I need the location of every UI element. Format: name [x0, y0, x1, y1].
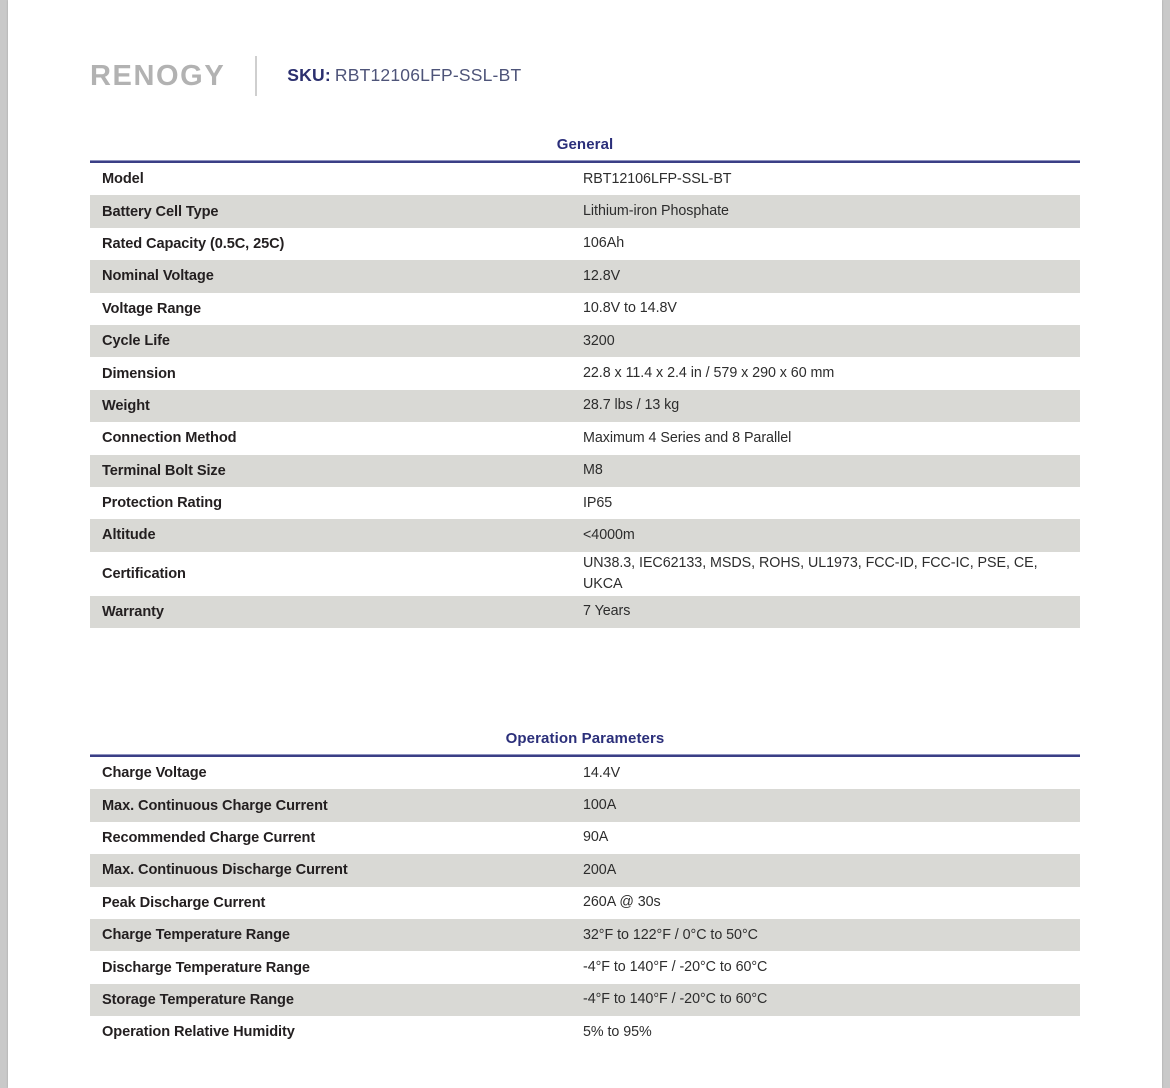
table-row: [90, 789, 1080, 821]
spec-label: Nominal Voltage: [102, 268, 214, 285]
spec-value: -4°F to 140°F / -20°C to 60°C: [583, 958, 768, 975]
spec-label: Warranty: [102, 603, 164, 620]
spec-value: 3200: [583, 332, 615, 349]
spec-value: UN38.3, IEC62133, MSDS, ROHS, UL1973, FCC-ID, FCC-IC, PSE, CE, UKCA: [583, 554, 1038, 592]
spec-rows-operation-parameters: [90, 757, 1080, 1049]
document-header: [90, 54, 521, 98]
table-row: [90, 260, 1080, 292]
spec-value: IP65: [583, 494, 613, 511]
table-row: [90, 1016, 1080, 1048]
table-row: [90, 163, 1080, 195]
spec-value: -4°F to 140°F / -20°C to 60°C: [583, 991, 768, 1008]
spec-value: 22.8 x 11.4 x 2.4 in / 579 x 290 x 60 mm: [583, 364, 835, 381]
header-divider: [255, 56, 257, 96]
table-title-general: General: [556, 136, 614, 153]
table-row: [90, 325, 1080, 357]
renogy-logo: RENOGY: [90, 59, 226, 92]
spec-value: 12.8V: [583, 267, 621, 284]
sku-value: RBT12106LFP-SSL-BT: [334, 65, 522, 86]
spec-label: Max. Continuous Discharge Current: [102, 862, 348, 879]
spec-label: Altitude: [102, 527, 156, 544]
table-row: [90, 422, 1080, 454]
table-row: [90, 596, 1080, 628]
spec-value: 260A @ 30s: [583, 894, 661, 911]
spec-label: Operation Relative Humidity: [102, 1024, 295, 1041]
spec-label: Battery Cell Type: [102, 203, 219, 220]
spec-table-operation-parameters: [90, 730, 1080, 1049]
spec-value: 90A: [583, 829, 609, 846]
spec-value: M8: [583, 462, 603, 479]
table-row: [90, 552, 1080, 596]
table-row: [90, 919, 1080, 951]
spec-value: 100A: [583, 797, 617, 813]
sku-block: [287, 67, 521, 85]
spec-label: Protection Rating: [102, 495, 222, 512]
spec-label: Charge Temperature Range: [102, 927, 290, 944]
table-row: [90, 390, 1080, 422]
spec-value: 32°F to 122°F / 0°C to 50°C: [583, 926, 758, 943]
spec-label: Dimension: [102, 365, 176, 382]
document-page: [8, 0, 1162, 1088]
table-title-operation-parameters: Operation Parameters: [505, 730, 665, 747]
spec-label: Storage Temperature Range: [102, 991, 294, 1008]
table-row: [90, 357, 1080, 389]
table-row: [90, 195, 1080, 227]
spec-label: Max. Continuous Charge Current: [102, 797, 328, 814]
spec-label: Charge Voltage: [102, 765, 207, 782]
spec-value: 106Ah: [583, 235, 625, 252]
table-row: [90, 854, 1080, 886]
table-row: [90, 455, 1080, 487]
spec-value: Maximum 4 Series and 8 Parallel: [583, 429, 792, 446]
spec-table-general: [90, 136, 1080, 628]
spec-label: Voltage Range: [102, 300, 201, 317]
spec-label: Weight: [102, 397, 150, 414]
spec-value: Lithium-iron Phosphate: [583, 203, 729, 219]
spec-value: 200A: [583, 861, 617, 878]
table-row: [90, 757, 1080, 789]
spec-label: Connection Method: [102, 430, 237, 447]
table-row: [90, 951, 1080, 983]
spec-value: 28.7 lbs / 13 kg: [583, 397, 680, 414]
spec-label: Cycle Life: [102, 333, 170, 350]
spec-value: <4000m: [583, 526, 635, 543]
table-row: [90, 822, 1080, 854]
table-row: [90, 228, 1080, 260]
spec-label: Terminal Bolt Size: [102, 462, 226, 479]
table-row: [90, 519, 1080, 551]
spec-value: 14.4V: [583, 764, 621, 781]
spec-rows-general: [90, 163, 1080, 628]
spec-label: Model: [102, 171, 144, 188]
spec-label: Peak Discharge Current: [102, 894, 266, 911]
spec-value: 5% to 95%: [583, 1023, 652, 1040]
spec-label: Certification: [102, 565, 186, 582]
table-row: [90, 487, 1080, 519]
table-row: [90, 293, 1080, 325]
spec-label: Rated Capacity (0.5C, 25C): [102, 235, 285, 252]
spec-value: RBT12106LFP-SSL-BT: [583, 170, 732, 187]
sku-label: SKU:: [287, 65, 331, 86]
spec-label: Discharge Temperature Range: [102, 959, 310, 976]
spec-value: 7 Years: [583, 603, 631, 620]
spec-value: 10.8V to 14.8V: [583, 300, 677, 317]
table-row: [90, 887, 1080, 919]
spec-label: Recommended Charge Current: [102, 829, 316, 846]
table-row: [90, 984, 1080, 1016]
